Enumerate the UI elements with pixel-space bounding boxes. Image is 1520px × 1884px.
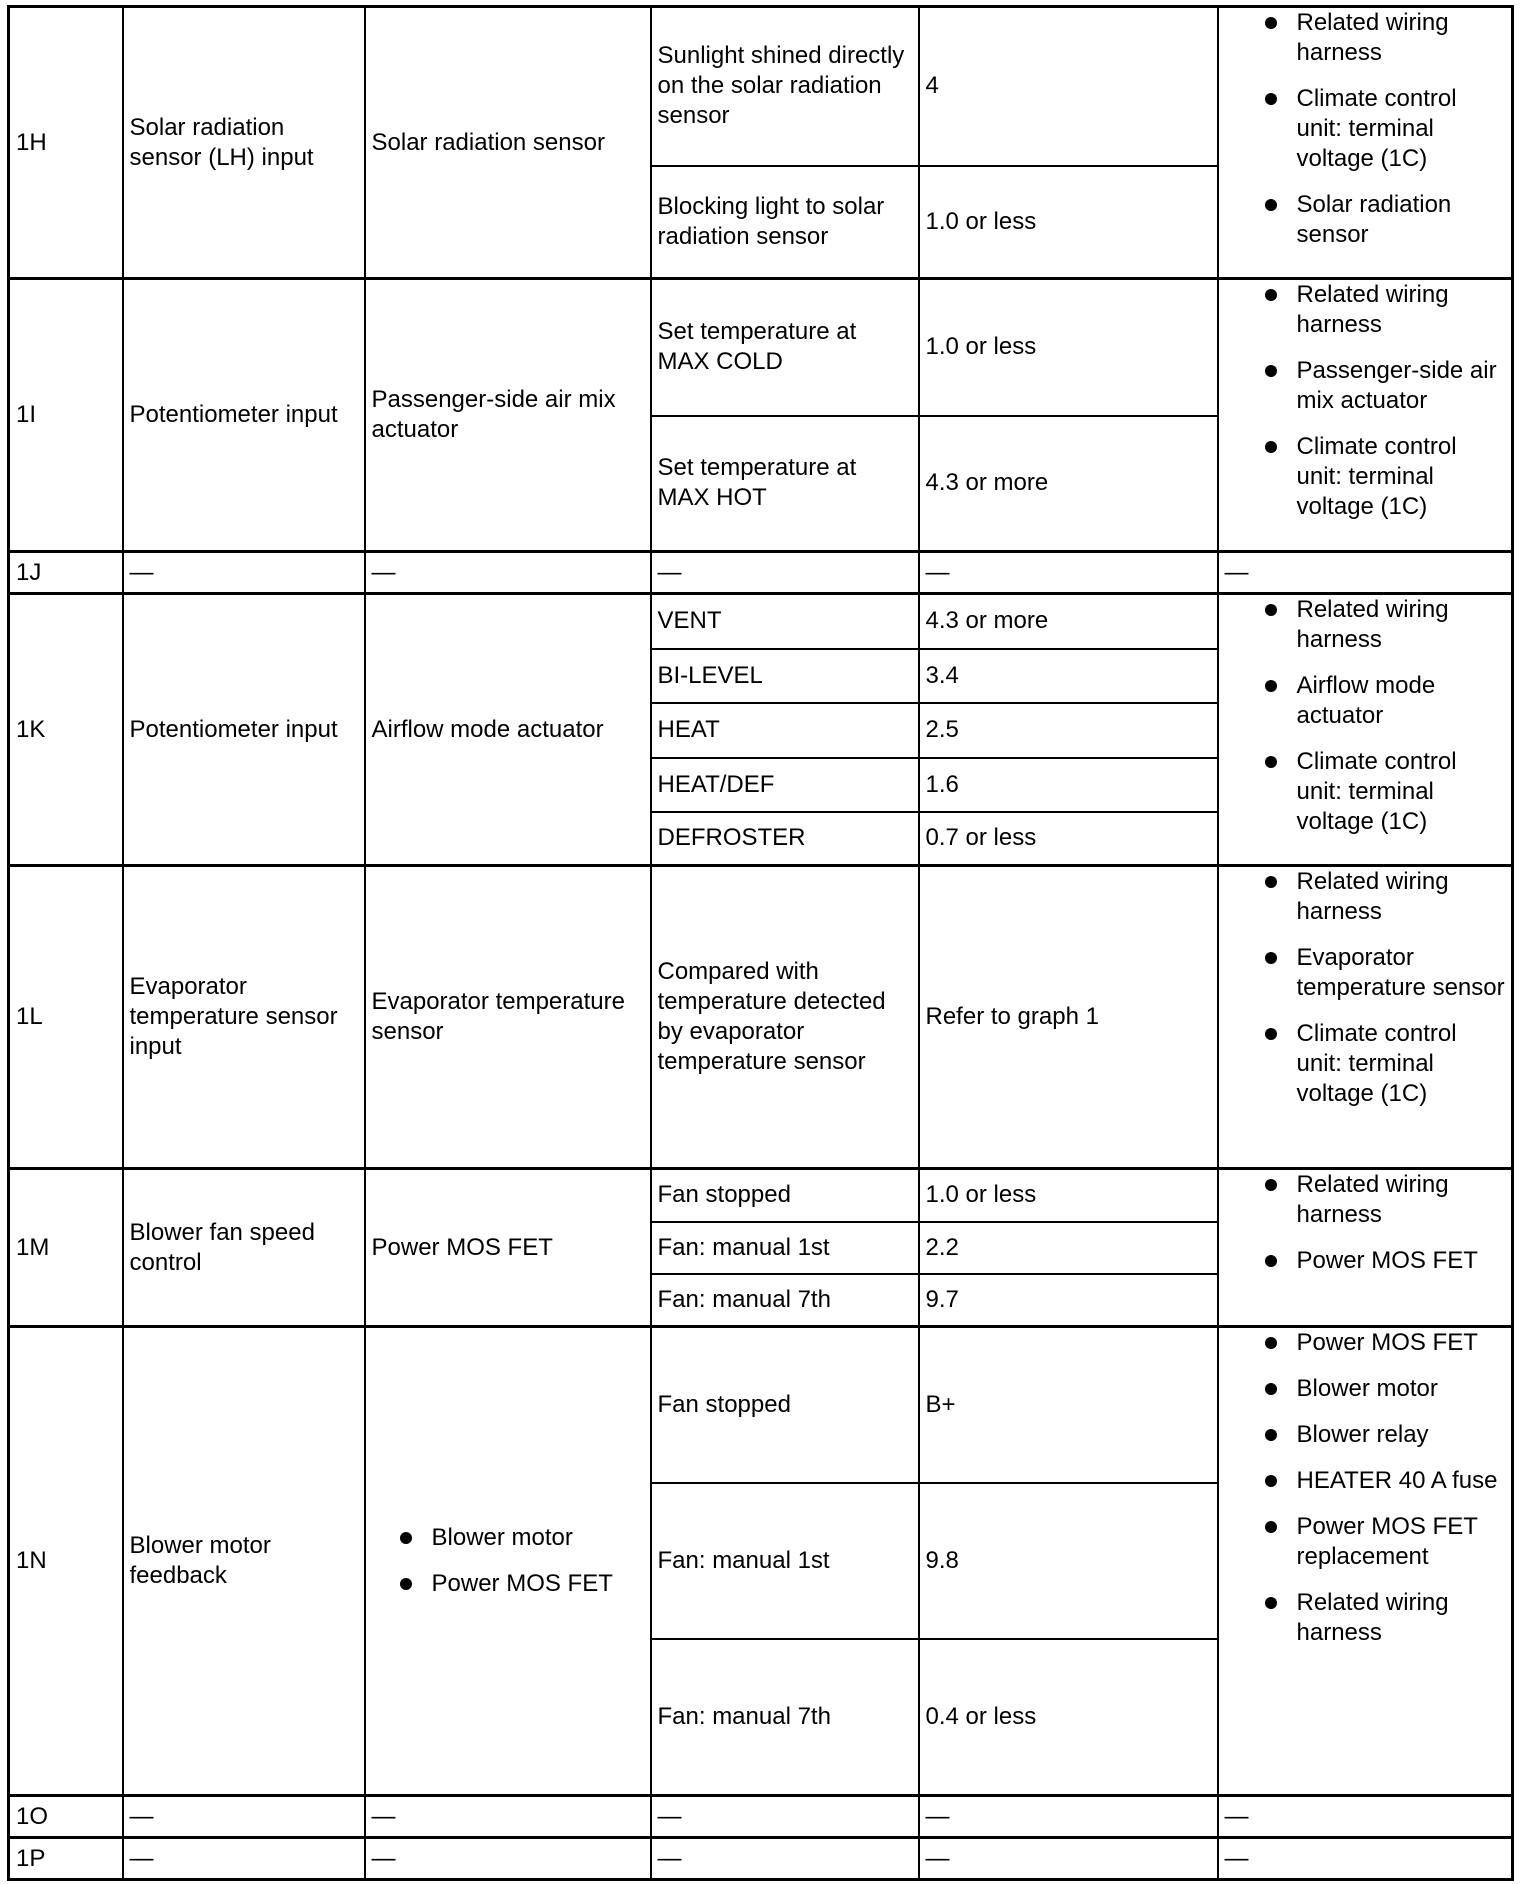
table-row: [9, 1327, 1513, 1483]
bullet-icon: [1265, 1383, 1277, 1395]
list-item: [1237, 8, 1506, 68]
bullet-icon: [1265, 199, 1277, 211]
row-group-1i: [9, 279, 1513, 552]
inspection-cell: —: [1218, 552, 1513, 594]
inspection-cell: [1218, 1327, 1513, 1796]
row-group-1n: [9, 1327, 1513, 1796]
row-group-1l: [9, 866, 1513, 1169]
terminal-cell: 1N: [9, 1327, 123, 1796]
condition-cell: Set temperature at MAX HOT: [651, 416, 919, 552]
list-item: [1237, 1328, 1506, 1358]
row-group-1k: [9, 594, 1513, 866]
condition-cell: —: [651, 1838, 919, 1880]
voltage-cell: B+: [919, 1327, 1218, 1483]
voltage-cell: 0.7 or less: [919, 812, 1218, 866]
list-item: [1237, 432, 1506, 522]
bullet-icon: [1265, 1028, 1277, 1040]
signal-cell: Solar radiation sensor (LH) input: [123, 7, 365, 279]
voltage-cell: Refer to graph 1: [919, 866, 1218, 1169]
condition-cell: VENT: [651, 594, 919, 649]
voltage-cell: —: [919, 552, 1218, 594]
device-cell: Solar radiation sensor: [365, 7, 651, 279]
voltage-cell: 4: [919, 7, 1218, 166]
list-item-text: Climate control unit: terminal voltage (1C): [1296, 1020, 1457, 1107]
list-item-text: Related wiring harness: [1296, 868, 1449, 925]
row-group-1o: [9, 1796, 1513, 1838]
device-cell: Passenger-side air mix actuator: [365, 279, 651, 552]
row-group-1p: [9, 1838, 1513, 1880]
table-row: [9, 1796, 1513, 1838]
list-item-text: Related wiring harness: [1296, 281, 1449, 338]
bullet-icon: [1265, 952, 1277, 964]
list-item-text: Blower motor: [431, 1524, 573, 1551]
device-list: [372, 1523, 644, 1599]
signal-cell: Blower motor feedback: [123, 1327, 365, 1796]
terminal-cell: 1J: [9, 552, 123, 594]
bullet-icon: [1265, 289, 1277, 301]
bullet-icon: [1265, 441, 1277, 453]
list-item: [1237, 1588, 1506, 1648]
inspection-cell: [1218, 279, 1513, 552]
voltage-cell: 1.0 or less: [919, 166, 1218, 279]
voltage-cell: —: [919, 1838, 1218, 1880]
device-cell: Evaporator temperature sensor: [365, 866, 651, 1169]
row-group-1m: [9, 1169, 1513, 1327]
device-cell: —: [365, 1796, 651, 1838]
list-item-text: Power MOS FET replacement: [1296, 1513, 1478, 1570]
condition-cell: Fan stopped: [651, 1169, 919, 1222]
inspection-cell: —: [1218, 1838, 1513, 1880]
list-item-text: Related wiring harness: [1296, 596, 1449, 653]
bullet-icon: [400, 1532, 412, 1544]
list-item-text: Power MOS FET: [1296, 1329, 1478, 1356]
condition-cell: Fan stopped: [651, 1327, 919, 1483]
inspection-cell: [1218, 1169, 1513, 1327]
terminal-cell: 1P: [9, 1838, 123, 1880]
voltage-cell: 1.0 or less: [919, 1169, 1218, 1222]
device-cell: —: [365, 552, 651, 594]
inspection-list: [1237, 867, 1506, 1109]
bullet-icon: [1265, 1179, 1277, 1191]
list-item-text: Blower motor: [1296, 1375, 1438, 1402]
list-item-text: Solar radiation sensor: [1296, 191, 1452, 248]
list-item: [1237, 1512, 1506, 1572]
condition-cell: Blocking light to solar radiation sensor: [651, 166, 919, 279]
condition-cell: Set temperature at MAX COLD: [651, 279, 919, 416]
list-item-text: Related wiring harness: [1296, 9, 1449, 66]
signal-cell: Potentiometer input: [123, 279, 365, 552]
signal-cell: Blower fan speed control: [123, 1169, 365, 1327]
list-item: [1237, 1019, 1506, 1109]
device-cell: Power MOS FET: [365, 1169, 651, 1327]
list-item: [1237, 280, 1506, 340]
condition-cell: HEAT: [651, 703, 919, 758]
terminal-voltage-table: [7, 5, 1514, 1881]
inspection-cell: [1218, 7, 1513, 279]
device-cell: [365, 1327, 651, 1796]
bullet-icon: [400, 1578, 412, 1590]
list-item: [1237, 867, 1506, 927]
condition-cell: HEAT/DEF: [651, 758, 919, 812]
voltage-cell: 2.2: [919, 1222, 1218, 1274]
condition-cell: —: [651, 552, 919, 594]
table-row: [9, 1169, 1513, 1222]
list-item-text: Related wiring harness: [1296, 1171, 1449, 1228]
terminal-cell: 1L: [9, 866, 123, 1169]
bullet-icon: [1265, 1521, 1277, 1533]
terminal-cell: 1H: [9, 7, 123, 279]
bullet-icon: [1265, 1429, 1277, 1441]
voltage-cell: 9.7: [919, 1274, 1218, 1327]
list-item-text: Climate control unit: terminal voltage (1C): [1296, 85, 1457, 172]
voltage-cell: 1.6: [919, 758, 1218, 812]
list-item-text: Passenger-side air mix actuator: [1296, 357, 1497, 414]
inspection-list: [1237, 280, 1506, 522]
list-item: [1237, 84, 1506, 174]
signal-cell: —: [123, 1838, 365, 1880]
list-item-text: HEATER 40 A fuse: [1296, 1467, 1498, 1494]
voltage-cell: 2.5: [919, 703, 1218, 758]
table-row: [9, 279, 1513, 416]
list-item: [1237, 1246, 1506, 1276]
list-item: [1237, 1374, 1506, 1404]
table-row: [9, 552, 1513, 594]
condition-cell: Fan: manual 7th: [651, 1639, 919, 1796]
inspection-cell: —: [1218, 1796, 1513, 1838]
inspection-cell: [1218, 866, 1513, 1169]
voltage-cell: —: [919, 1796, 1218, 1838]
device-cell: Airflow mode actuator: [365, 594, 651, 866]
list-item: [1237, 595, 1506, 655]
bullet-icon: [1265, 756, 1277, 768]
list-item: [1237, 1466, 1506, 1496]
list-item: [1237, 190, 1506, 250]
list-item-text: Power MOS FET: [1296, 1247, 1478, 1274]
list-item-text: Power MOS FET: [431, 1570, 613, 1597]
terminal-cell: 1K: [9, 594, 123, 866]
condition-cell: Fan: manual 7th: [651, 1274, 919, 1327]
bullet-icon: [1265, 365, 1277, 377]
bullet-icon: [1265, 93, 1277, 105]
bullet-icon: [1265, 680, 1277, 692]
voltage-cell: 3.4: [919, 649, 1218, 703]
table-row: [9, 866, 1513, 1169]
bullet-icon: [1265, 876, 1277, 888]
bullet-icon: [1265, 1597, 1277, 1609]
list-item-text: Blower relay: [1296, 1421, 1429, 1448]
row-group-1h: [9, 7, 1513, 279]
terminal-cell: 1O: [9, 1796, 123, 1838]
list-item: [1237, 671, 1506, 731]
bullet-icon: [1265, 1475, 1277, 1487]
bullet-icon: [1265, 1255, 1277, 1267]
list-item: [372, 1569, 644, 1599]
list-item: [1237, 747, 1506, 837]
table-row: [9, 7, 1513, 166]
voltage-cell: 1.0 or less: [919, 279, 1218, 416]
list-item: [1237, 1420, 1506, 1450]
table-row: [9, 594, 1513, 649]
inspection-list: [1237, 1170, 1506, 1276]
condition-cell: BI-LEVEL: [651, 649, 919, 703]
bullet-icon: [1265, 604, 1277, 616]
list-item: [372, 1523, 644, 1553]
signal-cell: —: [123, 1796, 365, 1838]
list-item: [1237, 943, 1506, 1003]
voltage-cell: 9.8: [919, 1483, 1218, 1639]
inspection-cell: [1218, 594, 1513, 866]
terminal-cell: 1I: [9, 279, 123, 552]
condition-cell: —: [651, 1796, 919, 1838]
inspection-list: [1237, 8, 1506, 250]
condition-cell: Compared with temperature detected by evaporator temperature sensor: [651, 866, 919, 1169]
list-item-text: Related wiring harness: [1296, 1589, 1449, 1646]
condition-cell: Fan: manual 1st: [651, 1222, 919, 1274]
table-row: [9, 1838, 1513, 1880]
bullet-icon: [1265, 1337, 1277, 1349]
signal-cell: Potentiometer input: [123, 594, 365, 866]
row-group-1j: [9, 552, 1513, 594]
voltage-cell: 4.3 or more: [919, 416, 1218, 552]
list-item: [1237, 356, 1506, 416]
inspection-list: [1237, 595, 1506, 837]
list-item-text: Climate control unit: terminal voltage (1C): [1296, 433, 1457, 520]
condition-cell: Sunlight shined directly on the solar radiation sensor: [651, 7, 919, 166]
bullet-icon: [1265, 17, 1277, 29]
list-item-text: Airflow mode actuator: [1296, 672, 1436, 729]
voltage-cell: 0.4 or less: [919, 1639, 1218, 1796]
list-item: [1237, 1170, 1506, 1230]
signal-cell: —: [123, 552, 365, 594]
terminal-cell: 1M: [9, 1169, 123, 1327]
condition-cell: DEFROSTER: [651, 812, 919, 866]
condition-cell: Fan: manual 1st: [651, 1483, 919, 1639]
list-item-text: Climate control unit: terminal voltage (1C): [1296, 748, 1457, 835]
signal-cell: Evaporator temperature sensor input: [123, 866, 365, 1169]
inspection-list: [1237, 1328, 1506, 1648]
list-item-text: Evaporator temperature sensor: [1296, 944, 1505, 1001]
device-cell: —: [365, 1838, 651, 1880]
voltage-cell: 4.3 or more: [919, 594, 1218, 649]
